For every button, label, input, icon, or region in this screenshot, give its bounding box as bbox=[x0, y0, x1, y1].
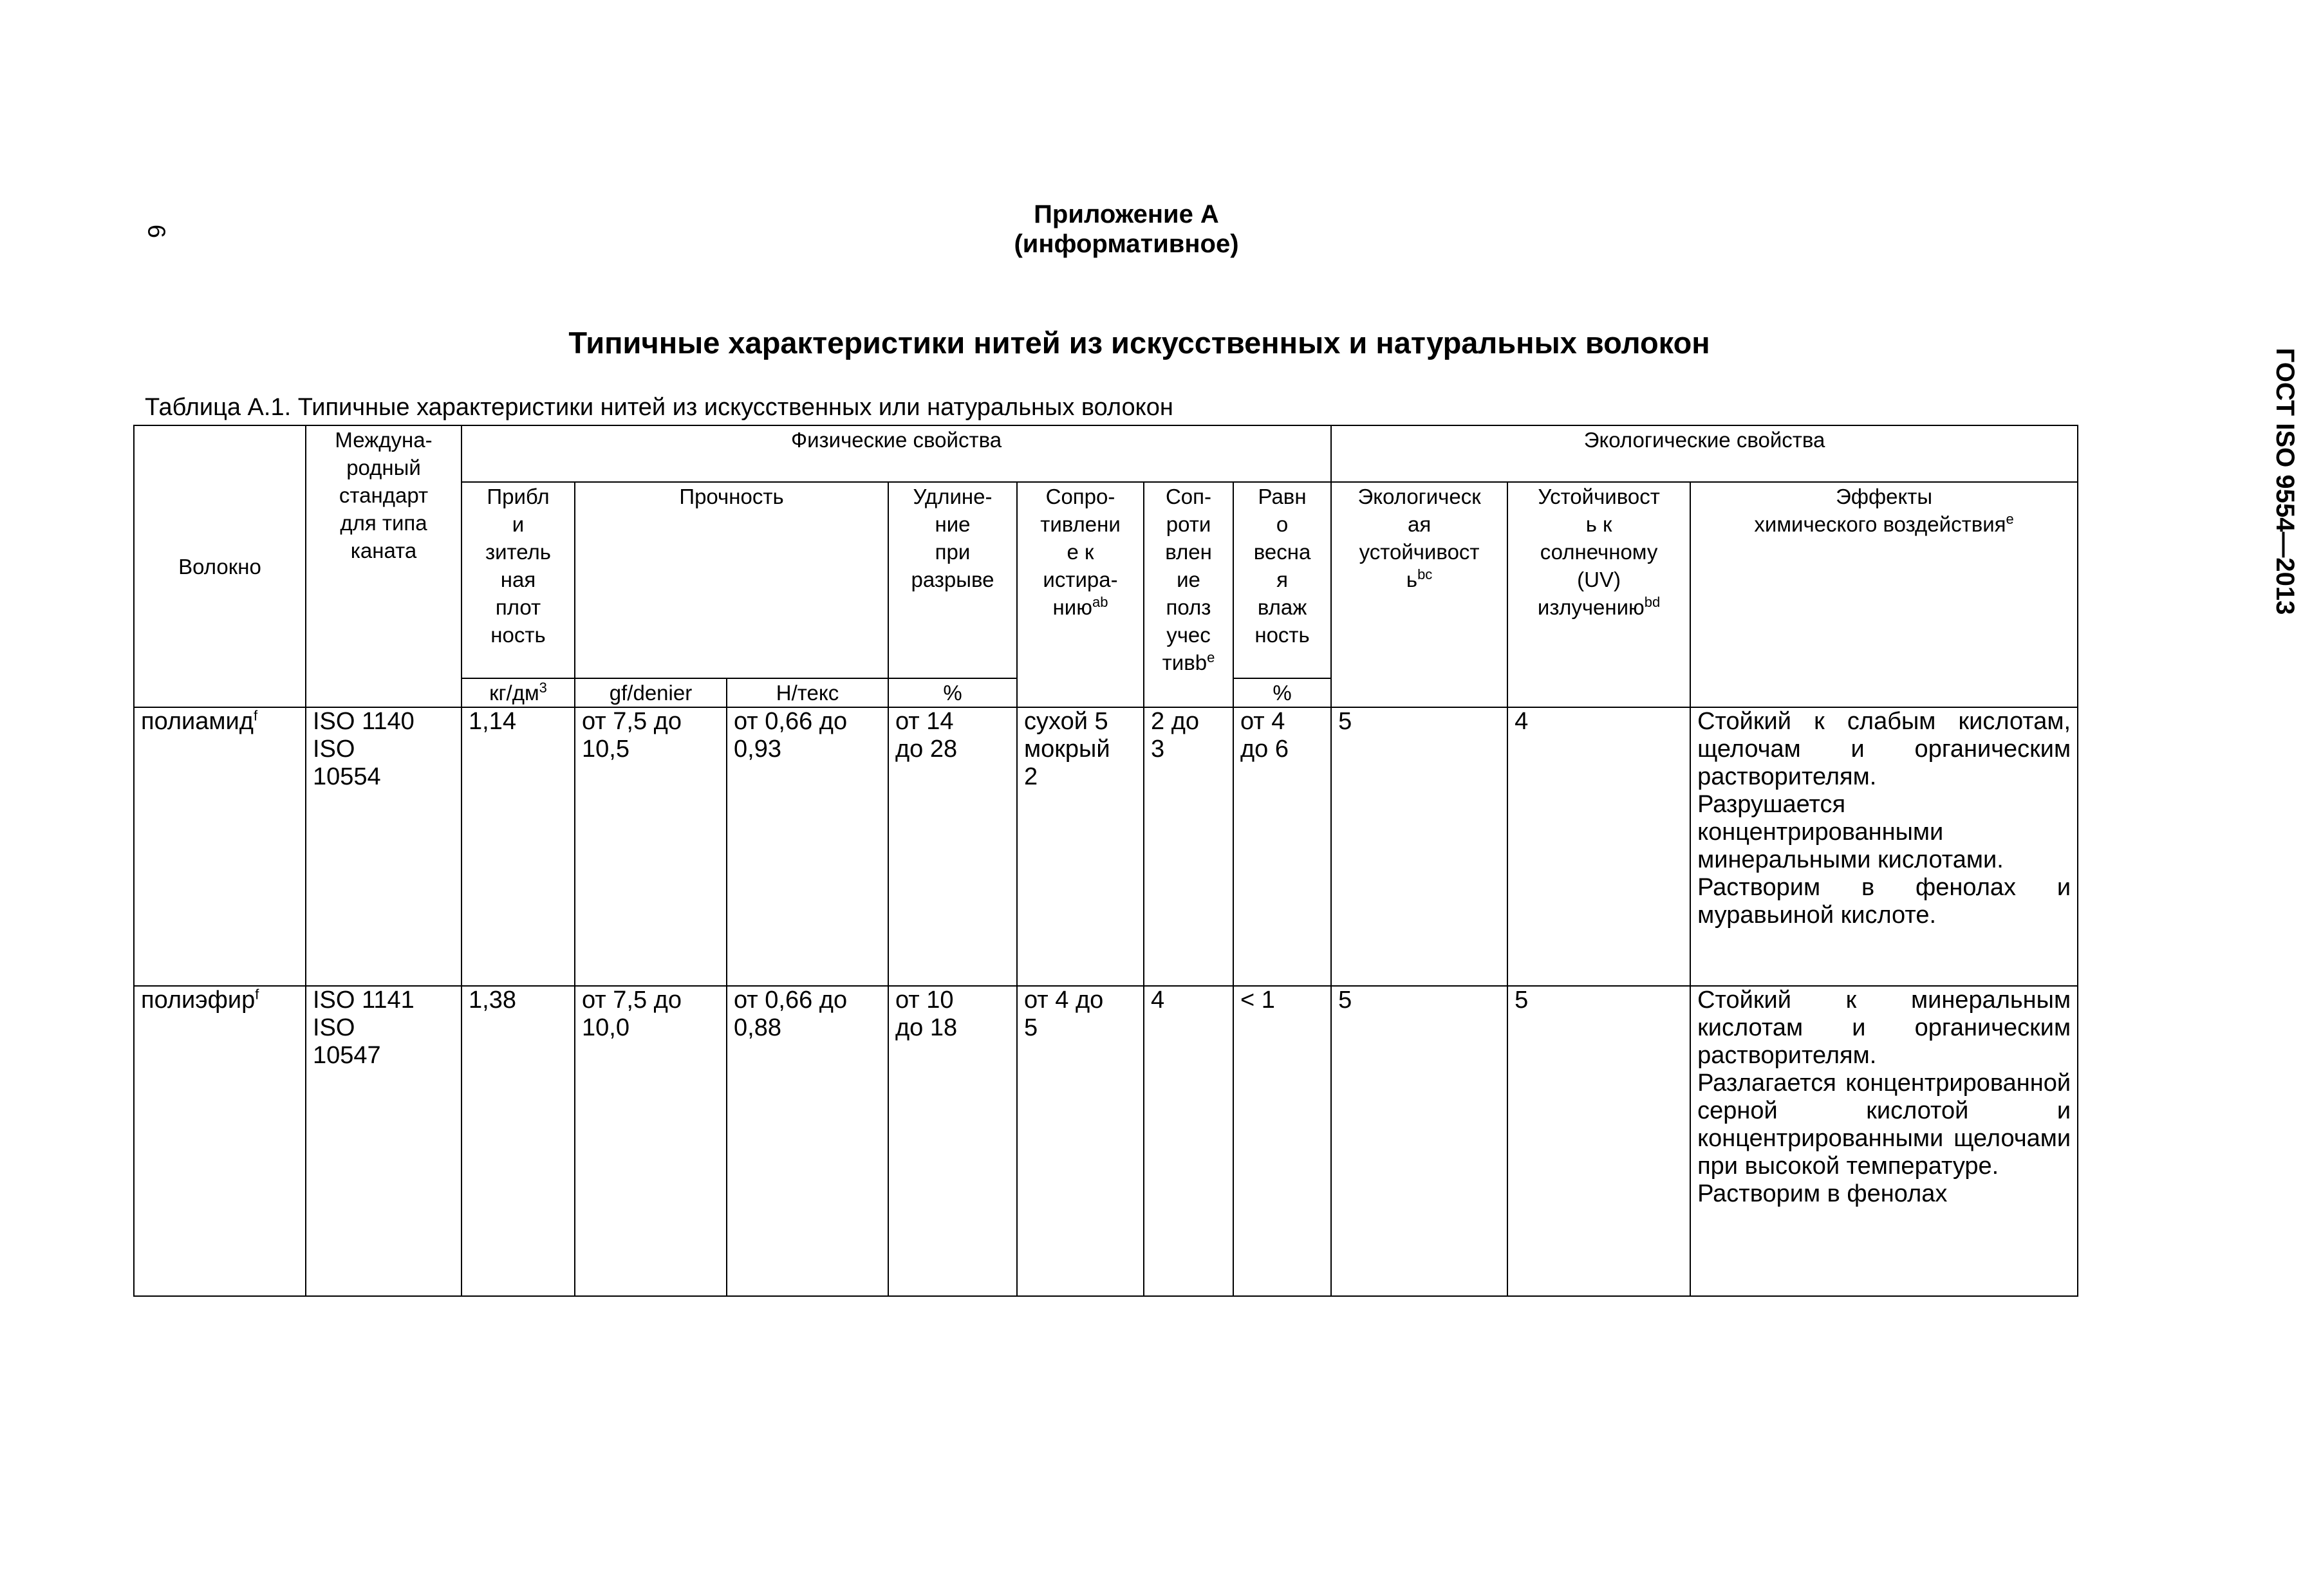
page-title: Типичные характеристики нитей из искусственных и натуральных волокон bbox=[568, 326, 1710, 360]
header-row-1 bbox=[134, 425, 2078, 482]
cell-elongation: от 10 до 18 bbox=[888, 986, 1017, 1296]
header-strength: Прочность bbox=[575, 482, 888, 678]
cell-moisture: от 4 до 6 bbox=[1233, 707, 1331, 986]
header-standard: Междуна- родный стандарт для типа каната bbox=[306, 425, 462, 707]
header-eco-stability: Экологическ ая устойчивост $ь^{bc}$ bbox=[1331, 482, 1507, 707]
unit-n-tex: Н/текс bbox=[727, 678, 888, 707]
header-abrasion-resistance: Сопро- тивлени е к истира- нию$^{ab}$ bbox=[1017, 482, 1144, 707]
cell-density: 1,38 bbox=[462, 986, 575, 1296]
header-density: Прибл и зитель ная плот ность bbox=[462, 482, 575, 678]
table-row bbox=[134, 986, 2078, 1296]
unit-moisture: % bbox=[1233, 678, 1331, 707]
cell-standard: ISO 1141 ISO 10547 bbox=[306, 986, 462, 1296]
header-physical-properties: Физические свойства bbox=[462, 425, 1331, 482]
appendix-subtitle: (информативное) bbox=[1014, 230, 1239, 258]
cell-strength-n: от 0,66 до 0,88 bbox=[727, 986, 888, 1296]
cell-strength-n: от 0,66 до 0,93 bbox=[727, 707, 888, 986]
appendix-title: Приложение А bbox=[1034, 200, 1219, 228]
cell-abrasion: от 4 до 5 bbox=[1017, 986, 1144, 1296]
cell-eco-stability: 5 bbox=[1331, 707, 1507, 986]
cell-uv-stability: 4 bbox=[1507, 707, 1690, 986]
cell-chemical-effects: Стойкий к минеральным кислотам и органическим растворителям. Разлагается концентрированной серной кислотой и концентрированными щелочами при высокой температуре. Растворим в фенолах bbox=[1690, 986, 2078, 1296]
appendix-heading bbox=[805, 200, 1448, 259]
unit-gf-denier: gf/denier bbox=[575, 678, 727, 707]
cell-moisture: < 1 bbox=[1233, 986, 1331, 1296]
header-moisture: Равн о весна я влаж ность bbox=[1233, 482, 1331, 678]
page-number: 6 bbox=[142, 224, 170, 239]
cell-chemical-effects: Стойкий к слабым кислотам, щелочам и органическим растворителям. Разрушается концентрированными минеральными кислотами. Растворим в фенолах и муравьиной кислоте. bbox=[1690, 707, 2078, 986]
header-elongation: Удлине- ние при разрыве bbox=[888, 482, 1017, 678]
document-code-header: ГОСТ ISO 9554—2013 bbox=[2271, 348, 2299, 615]
cell-eco-stability: 5 bbox=[1331, 986, 1507, 1296]
cell-elongation: от 14 до 28 bbox=[888, 707, 1017, 986]
cell-creep: 2 до 3 bbox=[1144, 707, 1233, 986]
table-row bbox=[134, 707, 2078, 986]
header-ecological-properties: Экологические свойства bbox=[1331, 425, 2078, 482]
header-creep-resistance: Соп- роти влен ие полз учес тивb$^e$ bbox=[1144, 482, 1233, 707]
header-chemical-effects: Эффекты химического воздействия$^e$ bbox=[1690, 482, 2078, 707]
cell-fiber: полиамид$^f$ bbox=[134, 707, 306, 986]
cell-uv-stability: 5 bbox=[1507, 986, 1690, 1296]
cell-fiber: полиэфир$^f$ bbox=[134, 986, 306, 1296]
header-uv-stability: Устойчивост ь к солнечному (UV) излучению$^{bd}$ bbox=[1507, 482, 1690, 707]
cell-strength-gf: от 7,5 до 10,5 bbox=[575, 707, 727, 986]
cell-strength-gf: от 7,5 до 10,0 bbox=[575, 986, 727, 1296]
cell-standard: ISO 1140 ISO 10554 bbox=[306, 707, 462, 986]
unit-density: $кг/дм^3$ bbox=[462, 678, 575, 707]
cell-density: 1,14 bbox=[462, 707, 575, 986]
table-caption: Таблица А.1. Типичные характеристики нитей из искусственных или натуральных волокон bbox=[145, 394, 1173, 421]
fiber-characteristics-table bbox=[133, 425, 2078, 1297]
header-fiber: Волокно bbox=[134, 425, 306, 707]
cell-abrasion: сухой 5 мокрый 2 bbox=[1017, 707, 1144, 986]
cell-creep: 4 bbox=[1144, 986, 1233, 1296]
unit-elongation: % bbox=[888, 678, 1017, 707]
